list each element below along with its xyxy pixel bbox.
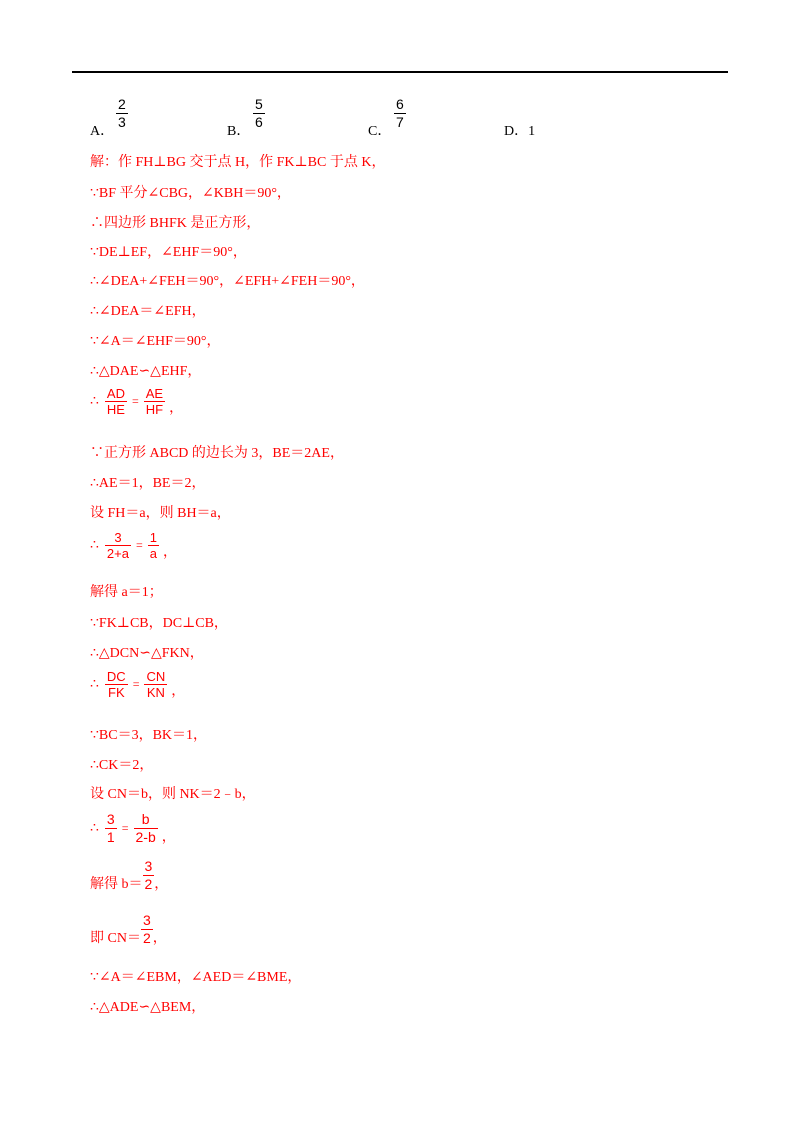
result-cn-line: 即 CN＝ $\frac{3}{2}$ ， xyxy=(90,912,167,946)
ratio-line-3: ∴ $\frac{DC}{FK}$ = $\frac{CN}{KN}$ ， xyxy=(90,669,186,700)
solution-line-14: ∴△DCN∽△FKN， xyxy=(90,646,204,661)
option-a[interactable] xyxy=(90,90,220,140)
option-c-fraction: $\frac{6}{7}$ xyxy=(396,96,404,130)
ratio-4-right: $\frac{b}{2-b}$ xyxy=(135,811,156,845)
solution-line-15: ∵BC＝3，BK＝1， xyxy=(90,728,208,743)
ratio-2-left: $\frac{3}{2+a}$ xyxy=(106,530,129,561)
solution-line-3: ∴四边形 BHFK 是正方形， xyxy=(90,216,261,231)
ratio-3-right: $\frac{CN}{KN}$ xyxy=(146,669,166,700)
solution-line-16: ∴CK＝2， xyxy=(90,758,154,773)
solution-line-2: ∵BF 平分∠CBG，∠KBH＝90°， xyxy=(90,186,291,201)
ratio-line-2: ∴ $\frac{3}{2+a}$ = $\frac{1}{a}$ ， xyxy=(90,530,177,561)
option-b-fraction: $\frac{5}{6}$ xyxy=(255,96,263,130)
option-c-label: C． xyxy=(368,124,392,139)
solution-line-13: ∵FK⊥CB，DC⊥CB， xyxy=(90,616,228,631)
solution-line-20: ∵∠A＝∠EBM，∠AED＝∠BME， xyxy=(90,970,302,985)
option-d-label: D．1 xyxy=(504,124,536,139)
option-c[interactable] xyxy=(368,90,498,140)
ratio-1-right: $\frac{AE}{HF}$ xyxy=(145,386,164,417)
result-b-fraction: $\frac{3}{2}$ xyxy=(144,858,153,892)
solution-line-7: ∵∠A＝∠EHF＝90°， xyxy=(90,334,221,349)
solution-line-21: ∴△ADE∽△BEM， xyxy=(90,1000,206,1015)
solution-line-17: 设 CN＝b，则 NK＝2﹣b， xyxy=(90,787,256,802)
ratio-1-left: $\frac{AD}{HE}$ xyxy=(106,386,125,417)
solution-line-11: 设 FH＝a，则 BH＝a， xyxy=(90,506,231,521)
solution-line-1: 解：作 FH⊥BG 交于点 H，作 FK⊥BC 于点 K， xyxy=(90,155,386,170)
solution-line-6: ∴∠DEA＝∠EFH， xyxy=(90,304,206,319)
ratio-line-4: ∴ $\frac{3}{1}$ = $\frac{b}{2-b}$ ， xyxy=(90,811,176,845)
option-b-label: B． xyxy=(227,124,251,139)
ratio-3-left: $\frac{DC}{FK}$ xyxy=(106,669,126,700)
ratio-4-left: $\frac{3}{1}$ xyxy=(106,811,115,845)
result-cn-fraction: $\frac{3}{2}$ xyxy=(142,912,151,946)
solution-line-9: ∵正方形 ABCD 的边长为 3，BE＝2AE， xyxy=(90,446,344,461)
solution-line-8: ∴△DAE∽△EHF， xyxy=(90,364,202,379)
option-b[interactable] xyxy=(227,90,357,140)
header-rule xyxy=(72,71,728,73)
option-a-fraction: $\frac{2}{3}$ xyxy=(118,96,126,130)
option-d[interactable] xyxy=(504,90,604,140)
ratio-2-right: $\frac{1}{a}$ xyxy=(149,530,157,561)
solution-line-10: ∴AE＝1，BE＝2， xyxy=(90,476,206,491)
answer-options xyxy=(90,90,650,140)
option-a-label: A． xyxy=(90,124,115,139)
ratio-line-1: ∴ $\frac{AD}{HE}$ = $\frac{AE}{HF}$ ， xyxy=(90,386,184,417)
solution-line-12: 解得 a＝1； xyxy=(90,585,163,600)
result-b-line: 解得 b＝ $\frac{3}{2}$ ， xyxy=(90,858,169,892)
solution-line-4: ∵DE⊥EF，∠EHF＝90°， xyxy=(90,245,247,260)
solution-line-5: ∴∠DEA+∠FEH＝90°，∠EFH+∠FEH＝90°， xyxy=(90,274,365,289)
